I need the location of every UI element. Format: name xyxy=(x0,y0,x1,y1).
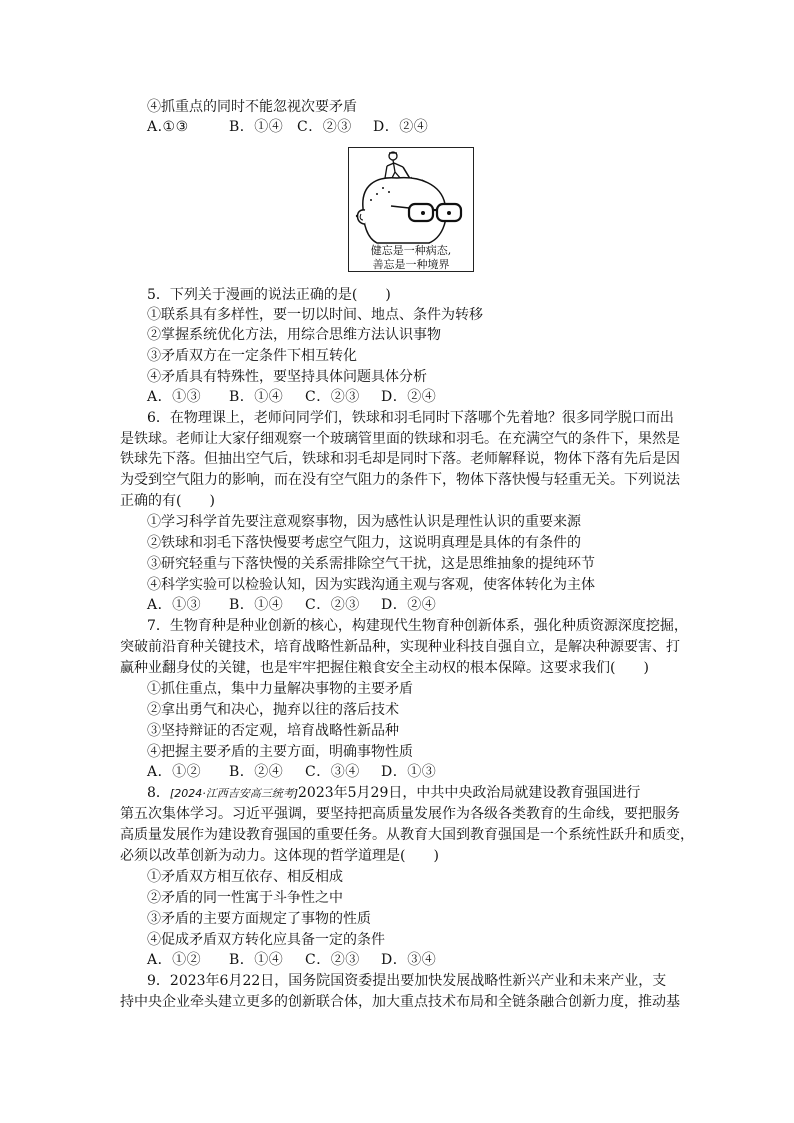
q8-options xyxy=(147,950,436,970)
q6-option-a: A．①③ xyxy=(147,597,202,613)
q5-statement-4: ④矛盾具有特殊性，要坚持具体问题具体分析 xyxy=(147,369,427,385)
q5-options xyxy=(147,387,436,407)
q7-statement-1: ①抓住重点，集中力量解决事物的主要矛盾 xyxy=(147,681,413,697)
q7-option-d: D．①③ xyxy=(381,764,437,780)
q6-line-3: 铁球先下落。但抽出空气后，铁球和羽毛却是同时下落。老师解释说，物体下落有先后是因 xyxy=(120,451,680,467)
q7-statement-3: ③坚持辩证的否定观，培育战略性新品种 xyxy=(147,723,399,739)
cartoon-figure xyxy=(348,147,474,272)
q5-option-b: B．①④ xyxy=(229,389,284,405)
q7-line-1: 7．生物育种是种业创新的核心，构建现代生物育种创新体系，强化种质资源深度挖掘， xyxy=(147,618,688,634)
q6-line-1: 6．在物理课上，老师问同学们，铁球和羽毛同时下落哪个先着地？很多同学脱口而出 xyxy=(147,410,674,426)
q4-option-b: B．①④ xyxy=(229,119,284,135)
q6-line-2: 是铁球。老师让大家仔细观察一个玻璃管里面的铁球和羽毛。在充满空气的条件下，果然是 xyxy=(120,431,680,447)
q5-stem: 5．下列关于漫画的说法正确的是( ) xyxy=(147,287,391,303)
q8-line-4: 必须以改革创新为动力。这体现的哲学道理是( ) xyxy=(120,848,439,864)
cartoon-caption-line1: 健忘是一种病态, xyxy=(370,244,452,257)
q9-line-1: 9．2023年6月22日，国务院国资委提出要加快发展战略性新兴产业和未来产业，支 xyxy=(147,973,667,989)
q6-line-5: 正确的有( ) xyxy=(120,493,215,509)
q8-line-3: 高质量发展作为建设教育强国的重要任务。从教育大国到教育强国是一个系统性跃升和质变， xyxy=(120,827,694,843)
q6-option-b: B．①④ xyxy=(229,597,284,613)
q5-option-d: D．②④ xyxy=(381,389,437,405)
q8-option-c: C．②③ xyxy=(305,952,360,968)
q6-option-d: D．②④ xyxy=(381,597,437,613)
q7-statement-4: ④把握主要矛盾的主要方面，明确事物性质 xyxy=(147,744,413,760)
q8-line-2: 第五次集体学习。习近平强调，要坚持把高质量发展作为各级各类教育的生命线，要把服务 xyxy=(120,806,680,822)
q8-statement-1: ①矛盾双方相互依存、相反相成 xyxy=(147,869,343,885)
q5-statement-3: ③矛盾双方在一定条件下相互转化 xyxy=(147,348,357,364)
q5-option-c: C．②③ xyxy=(305,389,360,405)
q6-statement-1: ①学习科学首先要注意观察事物，因为感性认识是理性认识的重要来源 xyxy=(147,514,581,530)
q4-option-c: C．②③ xyxy=(297,119,352,135)
q4-statement-4: ④抓重点的同时不能忽视次要矛盾 xyxy=(147,99,357,115)
cartoon-caption-line2: 善忘是一种境界 xyxy=(372,258,450,271)
q7-line-3: 赢种业翻身仗的关键，也是牢牢把握住粮食安全主动权的根本保障。这要求我们( ) xyxy=(120,660,649,676)
q9-line-2: 持中央企业牵头建立更多的创新联合体，加大重点技术布局和全链条融合创新力度，推动基 xyxy=(120,994,680,1010)
q6-line-4: 为受到空气阻力的影响，而在没有空气阻力的条件下，物体下落快慢与轻重无关。下列说法 xyxy=(120,472,680,488)
q8-line-1-text: 2023年5月29日，中共中央政治局就建设教育强国进行 xyxy=(298,785,641,801)
q7-option-a: A．①② xyxy=(147,764,202,780)
q8-option-b: B．①④ xyxy=(229,952,284,968)
q4-option-a: A.①③ xyxy=(147,119,189,135)
q6-statement-2: ②铁球和羽毛下落快慢要考虑空气阻力，这说明真理是具体的有条件的 xyxy=(147,535,581,551)
q5-statement-1: ①联系具有多样性，要一切以时间、地点、条件为转移 xyxy=(147,307,483,323)
q6-option-c: C．②③ xyxy=(305,597,360,613)
q8-option-d: D．③④ xyxy=(381,952,437,968)
q8-statement-2: ②矛盾的同一性寓于斗争性之中 xyxy=(147,890,343,906)
q8-number: 8． xyxy=(147,785,170,801)
q7-options xyxy=(147,762,436,782)
cartoon-illustration xyxy=(349,148,473,244)
q6-statement-3: ③研究轻重与下落快慢的关系需排除空气干扰，这是思维抽象的提纯环节 xyxy=(147,556,595,572)
q5-statement-2: ②掌握系统优化方法，用综合思维方法认识事物 xyxy=(147,327,441,343)
q7-line-2: 突破前沿育种关键技术，培育战略性新品种，实现种业科技自强自立，是解决种源要害、打 xyxy=(120,639,680,655)
q8-option-a: A．①② xyxy=(147,952,202,968)
q8-source: [2024·江西吉安高三统考] xyxy=(169,787,298,800)
q5-option-a: A．①③ xyxy=(147,389,202,405)
q8-statement-4: ④促成矛盾双方转化应具备一定的条件 xyxy=(147,932,385,948)
q6-options xyxy=(147,595,436,615)
q8-statement-3: ③矛盾的主要方面规定了事物的性质 xyxy=(147,911,371,927)
q4-options xyxy=(147,117,428,137)
q4-option-d: D．②④ xyxy=(373,119,429,135)
q8-line-1 xyxy=(147,783,640,804)
q7-option-b: B．②④ xyxy=(229,764,284,780)
q7-option-c: C．③④ xyxy=(305,764,360,780)
q6-statement-4: ④科学实验可以检验认知，因为实践沟通主观与客观，使客体转化为主体 xyxy=(147,577,595,593)
q7-statement-2: ②拿出勇气和决心，抛弃以往的落后技术 xyxy=(147,702,399,718)
